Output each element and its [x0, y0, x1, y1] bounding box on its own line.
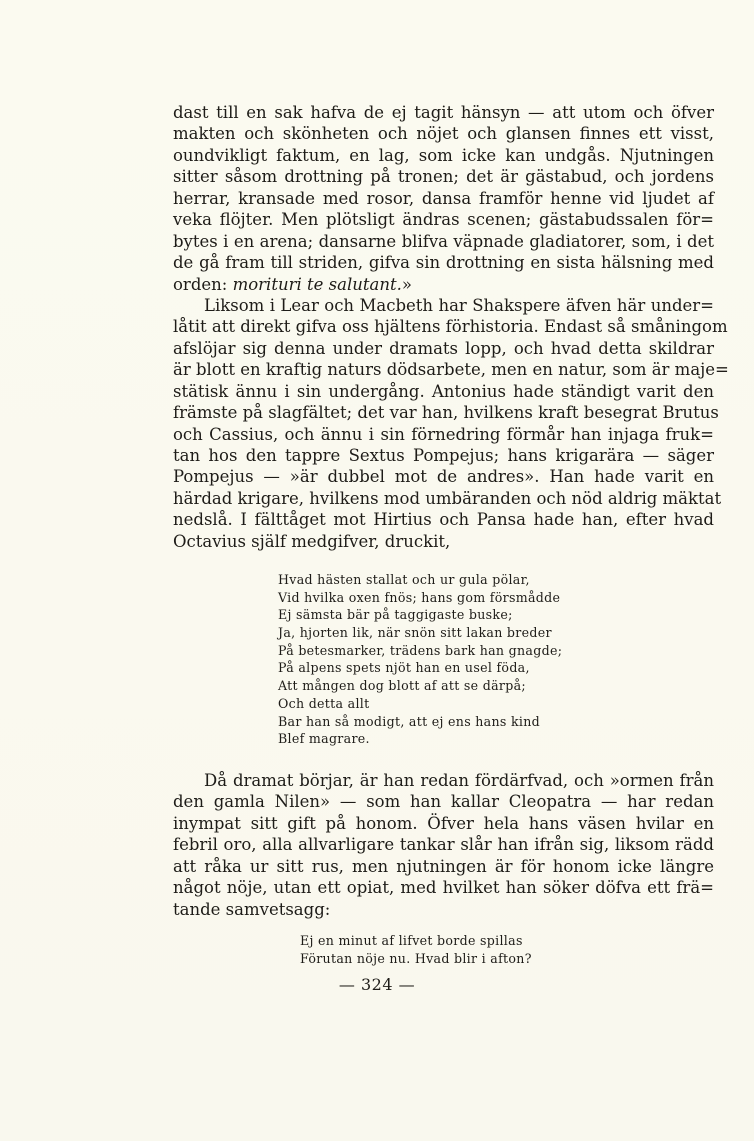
text-line: dast till en sak hafva de ej tagit hänsyn — att utom och öfver — [173, 103, 714, 122]
text-line: Då dramat börjar, är han redan fördärfvad, och »ormen från — [204, 771, 714, 790]
paragraph-2 — [173, 295, 729, 552]
verse-quote-1 — [278, 571, 598, 748]
latin-quote: morituri te salutant. — [232, 274, 402, 294]
text-line: veka flöjter. Men plötsligt ändras scenen; gästabudssalen för= — [173, 210, 714, 230]
verse-line: På betesmarker, trädens bark han gnagde; — [278, 642, 563, 658]
text-line: är blott en kraftig naturs dödsarbete, men en natur, som är maje= — [173, 360, 729, 380]
text-line: Octavius själf medgifver, druckit, — [173, 531, 451, 551]
verse-line: Och detta allt — [278, 695, 370, 711]
verse-line: Vid hvilka oxen fnös; hans gom försmådde — [278, 589, 561, 605]
text-line: inympat sitt gift på honom. Öfver hela hans väsen hvilar en — [173, 813, 714, 833]
text-line: och Cassius, och ännu i sin förnedring förmår han injaga fruk= — [173, 424, 714, 444]
text-line: något nöje, utan ett opiat, med hvilket han söker döfva ett frä= — [173, 878, 714, 898]
verse-line: Ej en minut af lifvet borde spillas — [300, 933, 523, 948]
text-line: tan hos den tappre Sextus Pompejus; hans krigarära — säger — [173, 446, 714, 465]
text-line: tande samvetsagg: — [173, 899, 331, 919]
verse-line: Hvad hästen stallat och ur gula pölar, — [278, 572, 530, 587]
text-line: den gamla Nilen» — som han kallar Cleopatra — har redan — [173, 792, 714, 812]
main-text-top — [173, 102, 729, 552]
verse-quote-2 — [300, 932, 620, 967]
verse-line: Ja, hjorten lik, när snön sitt lakan breder — [278, 625, 552, 641]
verse-line: Ej sämsta bär på taggigaste buske; — [278, 607, 513, 623]
verse-line: Förutan nöje nu. Hvad blir i afton? — [300, 950, 532, 966]
text-line: härdad krigare, hvilkens mod umbäranden och nöd aldrig mäktat — [173, 488, 722, 508]
text-line: bytes i en arena; dansarne blifva väpnade gladiatorer, som, i det — [173, 231, 714, 251]
text-fragment: » — [401, 274, 412, 294]
text-line: främste på slagfältet; det var han, hvilkens kraft besegrat Brutus — [173, 403, 719, 423]
paragraph-3 — [173, 770, 714, 920]
text-line: Liksom i Lear och Macbeth har Shakspere äfven här under= — [204, 295, 714, 315]
text-line: låtit att direkt gifva oss hjältens förhistoria. Endast så småningom — [173, 317, 728, 337]
text-line — [173, 274, 714, 295]
verse-line: På alpens spets njöt han en usel föda, — [278, 660, 530, 676]
text-line: nedslå. I fälttåget mot Hirtius och Pansa hade han, efter hvad — [173, 510, 714, 530]
paragraph-1 — [173, 102, 714, 295]
verse-line: Blef magrare. — [278, 731, 370, 747]
text-line: afslöjar sig denna under dramats lopp, och hvad detta skildrar — [173, 338, 714, 358]
main-text-bottom — [173, 770, 714, 920]
text-line: de gå fram till striden, gifva sin drottning en sista hälsning med — [173, 253, 714, 273]
text-line: febril oro, alla allvarligare tankar slår han ifrån sig, liksom rädd — [173, 835, 714, 855]
text-line: stätisk ännu i sin undergång. Antonius hade ständigt varit den — [173, 381, 714, 401]
text-line: att råka ur sitt rus, men njutningen är för honom icke längre — [173, 856, 714, 876]
text-line: Pompejus — »är dubbel mot de andres». Han hade varit en — [173, 467, 714, 487]
text-fragment: orden: — [173, 274, 233, 294]
text-line: makten och skönheten och nöjet och glansen finnes ett visst, — [173, 124, 714, 144]
text-line: oundvikligt faktum, en lag, som icke kan undgås. Njutningen — [173, 145, 714, 165]
page-number: — 324 — — [338, 975, 416, 994]
text-line: sitter såsom drottning på tronen; det är gästabud, och jordens — [173, 167, 714, 187]
text-line: herrar, kransade med rosor, dansa framför henne vid ljudet af — [173, 188, 714, 208]
verse-line: Att mången dog blott af att se därpå; — [278, 678, 526, 694]
verse-line: Bar han så modigt, att ej ens hans kind — [278, 713, 540, 729]
